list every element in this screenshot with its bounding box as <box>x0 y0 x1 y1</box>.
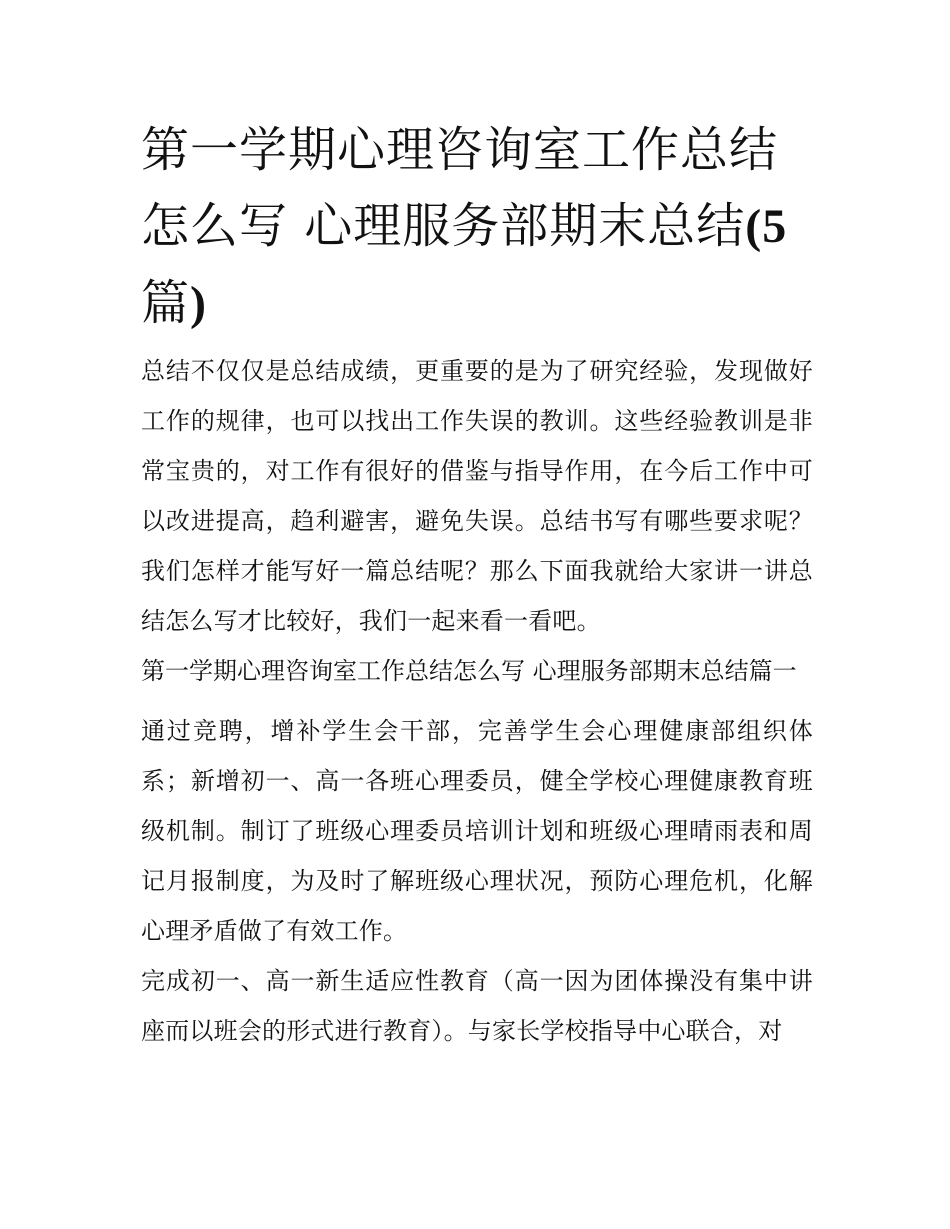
intro-paragraph: 总结不仅仅是总结成绩，更重要的是为了研究经验，发现做好工作的规律，也可以找出工作失误的教训。这些经验教训是非常宝贵的，对工作有很好的借鉴与指导作用，在今后工作中可以改进提高，趋利避害，避免失误。总结书写有哪些要求呢？我们怎样才能写好一篇总结呢？那么下面我就给大家讲一讲总结怎么写才比较好，我们一起来看一看吧。 <box>141 357 813 635</box>
title-close: ) <box>190 277 207 330</box>
body-paragraph-2: 完成初一、高一新生适应性教育（高一因为团体操没有集中讲座而以班会的形式进行教育）。与家长学校指导中心联合，对 <box>141 967 813 1045</box>
body-paragraph-1: 通过竞聘，增补学生会干部，完善学生会心理健康部组织体系；新增初一、高一各班心理委员，健全学校心理健康教育班级机制。制订了班级心理委员培训计划和班级心理晴雨表和周记月报制度，为及时了解班级心理状况，预防心理危机，化解心理矛盾做了有效工作。 <box>141 717 813 945</box>
document-content <box>141 112 813 1056</box>
title-main: 第一学期心理咨询室工作总结怎么写 心理服务部期末总结 <box>141 122 779 254</box>
title-tail: 篇 <box>141 275 191 331</box>
document-title <box>141 112 813 342</box>
section-heading: 第一学期心理咨询室工作总结怎么写 心理服务部期末总结篇一 <box>141 657 797 685</box>
title-suffix: (5 <box>745 200 788 253</box>
